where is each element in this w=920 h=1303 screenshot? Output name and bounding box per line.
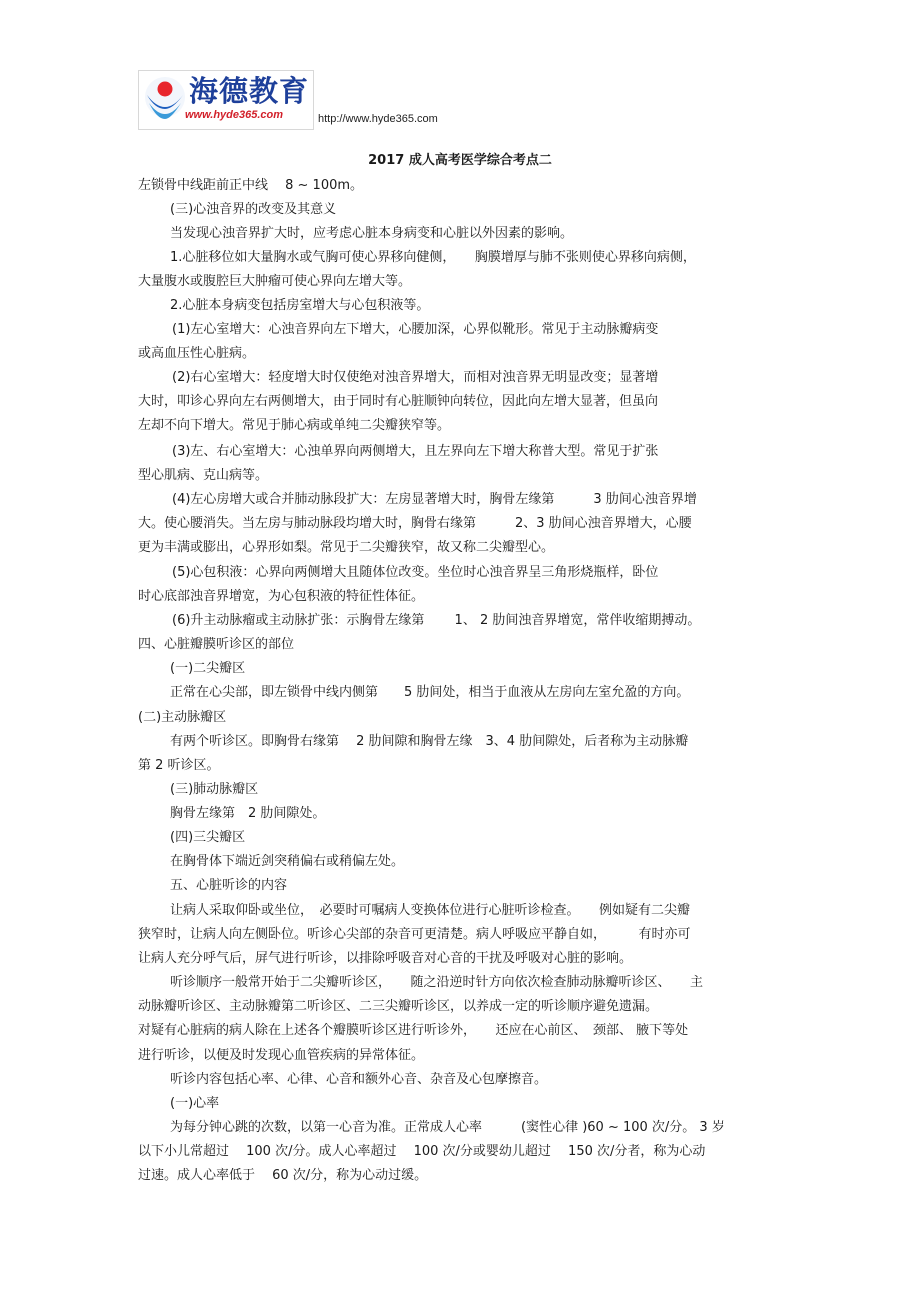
paragraph-line: 对疑有心脏病的病人除在上述各个瓣膜听诊区进行听诊外， 还应在心前区、 颈部、 腋下等处 — [138, 1023, 689, 1038]
paragraph-line: (4)左心房增大或合并肺动脉段扩大：左房显著增大时，胸骨左缘第 3 肋间心浊音界增 — [172, 492, 697, 507]
paragraph-line: (1)左心室增大：心浊音界向左下增大，心腰加深，心界似靴形。常见于主动脉瓣病变 — [172, 322, 659, 337]
paragraph-line: 动脉瓣听诊区、主动脉瓣第二听诊区、二三尖瓣听诊区，以养成一定的听诊顺序避免遗漏。 — [138, 999, 659, 1014]
section-heading: (四)三尖瓣区 — [170, 830, 246, 845]
paragraph-line: (5)心包积液：心界向两侧增大且随体位改变。坐位时心浊音界呈三角形烧瓶样，卧位 — [172, 565, 659, 580]
paragraph-line: 有两个听诊区。即胸骨右缘第 2 肋间隙和胸骨左缘 3、4 肋间隙处，后者称为主动脉瓣 — [170, 734, 689, 749]
paragraph-line: 或高血压性心脏病。 — [138, 346, 256, 361]
section-heading: (一)二尖瓣区 — [170, 661, 246, 676]
paragraph-line: 第 2 听诊区。 — [138, 758, 220, 773]
paragraph-line: 狭窄时，让病人向左侧卧位。听诊心尖部的杂音可更清楚。病人呼吸应平静自如， 有时亦可 — [138, 927, 691, 942]
site-url-link[interactable]: http://www.hyde365.com — [318, 113, 438, 125]
section-heading: 五、心脏听诊的内容 — [170, 878, 288, 893]
paragraph-line: 进行听诊，以便及时发现心血管疾病的异常体征。 — [138, 1048, 425, 1063]
logo-text: 海德教育 — [189, 74, 310, 108]
paragraph-line: 正常在心尖部，即左锁骨中线内侧第 5 肋间处，相当于血液从左房向左室允盈的方向。 — [170, 685, 690, 700]
paragraph-line: (3)左、右心室增大：心浊单界向两侧增大，且左界向左下增大称普大型。常见于扩张 — [172, 444, 659, 459]
section-heading: 四、心脏瓣膜听诊区的部位 — [138, 637, 295, 652]
paragraph-line: 让病人采取仰卧或坐位， 必要时可嘱病人变换体位进行心脏听诊检查。 例如疑有二尖瓣 — [170, 903, 691, 918]
section-heading: (二)主动脉瓣区 — [138, 710, 227, 725]
section-heading: (三)心浊音界的改变及其意义 — [170, 202, 337, 217]
paragraph-line: 2.心脏本身病变包括房室增大与心包积液等。 — [170, 298, 430, 313]
paragraph-line: 1.心脏移位如大量胸水或气胸可使心界移向健侧， 胸膜增厚与肺不张则使心界移向病侧， — [170, 250, 696, 265]
paragraph-line: 大量腹水或腹腔巨大肿瘤可使心界向左增大等。 — [138, 274, 412, 289]
paragraph-line: 以下小儿常超过 100 次/分。成人心率超过 100 次/分或婴幼儿超过 150 次/分者，称为心动 — [138, 1144, 706, 1159]
document-title: 2017 成人高考医学综合考点二 — [368, 153, 552, 168]
paragraph-line: 过速。成人心率低于 60 次/分，称为心动过缓。 — [138, 1168, 428, 1183]
paragraph-line: 在胸骨体下端近剑突稍偏右或稍偏左处。 — [170, 854, 405, 869]
logo-emblem-icon — [143, 75, 187, 123]
paragraph-line: 更为丰满或膨出，心界形如梨。常见于二尖瓣狭窄，故又称二尖瓣型心。 — [138, 540, 555, 555]
paragraph-line: 听诊顺序一般常开始于二尖瓣听诊区， 随之沿逆时针方向依次检查肺动脉瓣听诊区、 主 — [170, 975, 704, 990]
paragraph-line: 大时，叩诊心界向左右两侧增大，由于同时有心脏顺钟向转位，因此向左增大显著，但虽向 — [138, 394, 659, 409]
section-heading: (三)肺动脉瓣区 — [170, 782, 259, 797]
logo-url: www.hyde365.com — [185, 109, 284, 121]
paragraph-line: 型心肌病、克山病等。 — [138, 468, 269, 483]
paragraph-line: (2)右心室增大：轻度增大时仅使绝对浊音界增大，而相对浊音界无明显改变；显著增 — [172, 370, 659, 385]
paragraph-line: 大。使心腰消失。当左房与肺动脉段均增大时，胸骨右缘第 2、3 肋间心浊音界增大，心腰 — [138, 516, 692, 531]
paragraph-line: 时心底部浊音界增宽，为心包积液的特征性体征。 — [138, 589, 425, 604]
paragraph-line: 为每分钟心跳的次数，以第一心音为准。正常成人心率 (窦性心律 )60 ~ 100 次/分。 3 岁 — [170, 1120, 725, 1135]
paragraph-line: 胸骨左缘第 2 肋间隙处。 — [170, 806, 326, 821]
paragraph-line: 左却不向下增大。常见于肺心病或单纯二尖瓣狭窄等。 — [138, 418, 451, 433]
paragraph-line: 让病人充分呼气后，屏气进行听诊，以排除呼吸音对心音的干扰及呼吸对心脏的影响。 — [138, 951, 633, 966]
section-heading: (一)心率 — [170, 1096, 220, 1111]
logo[interactable] — [138, 70, 314, 130]
paragraph-line: (6)升主动脉瘤或主动脉扩张：示胸骨左缘第 1、 2 肋间浊音界增宽，常伴收缩期搏动。 — [172, 613, 701, 628]
paragraph-line: 左锁骨中线距前正中线 8 ~ 100m。 — [138, 178, 364, 193]
paragraph-line: 当发现心浊音界扩大时，应考虑心脏本身病变和心脏以外因素的影响。 — [170, 226, 574, 241]
paragraph-line: 听诊内容包括心率、心律、心音和额外心音、杂音及心包摩擦音。 — [170, 1072, 548, 1087]
